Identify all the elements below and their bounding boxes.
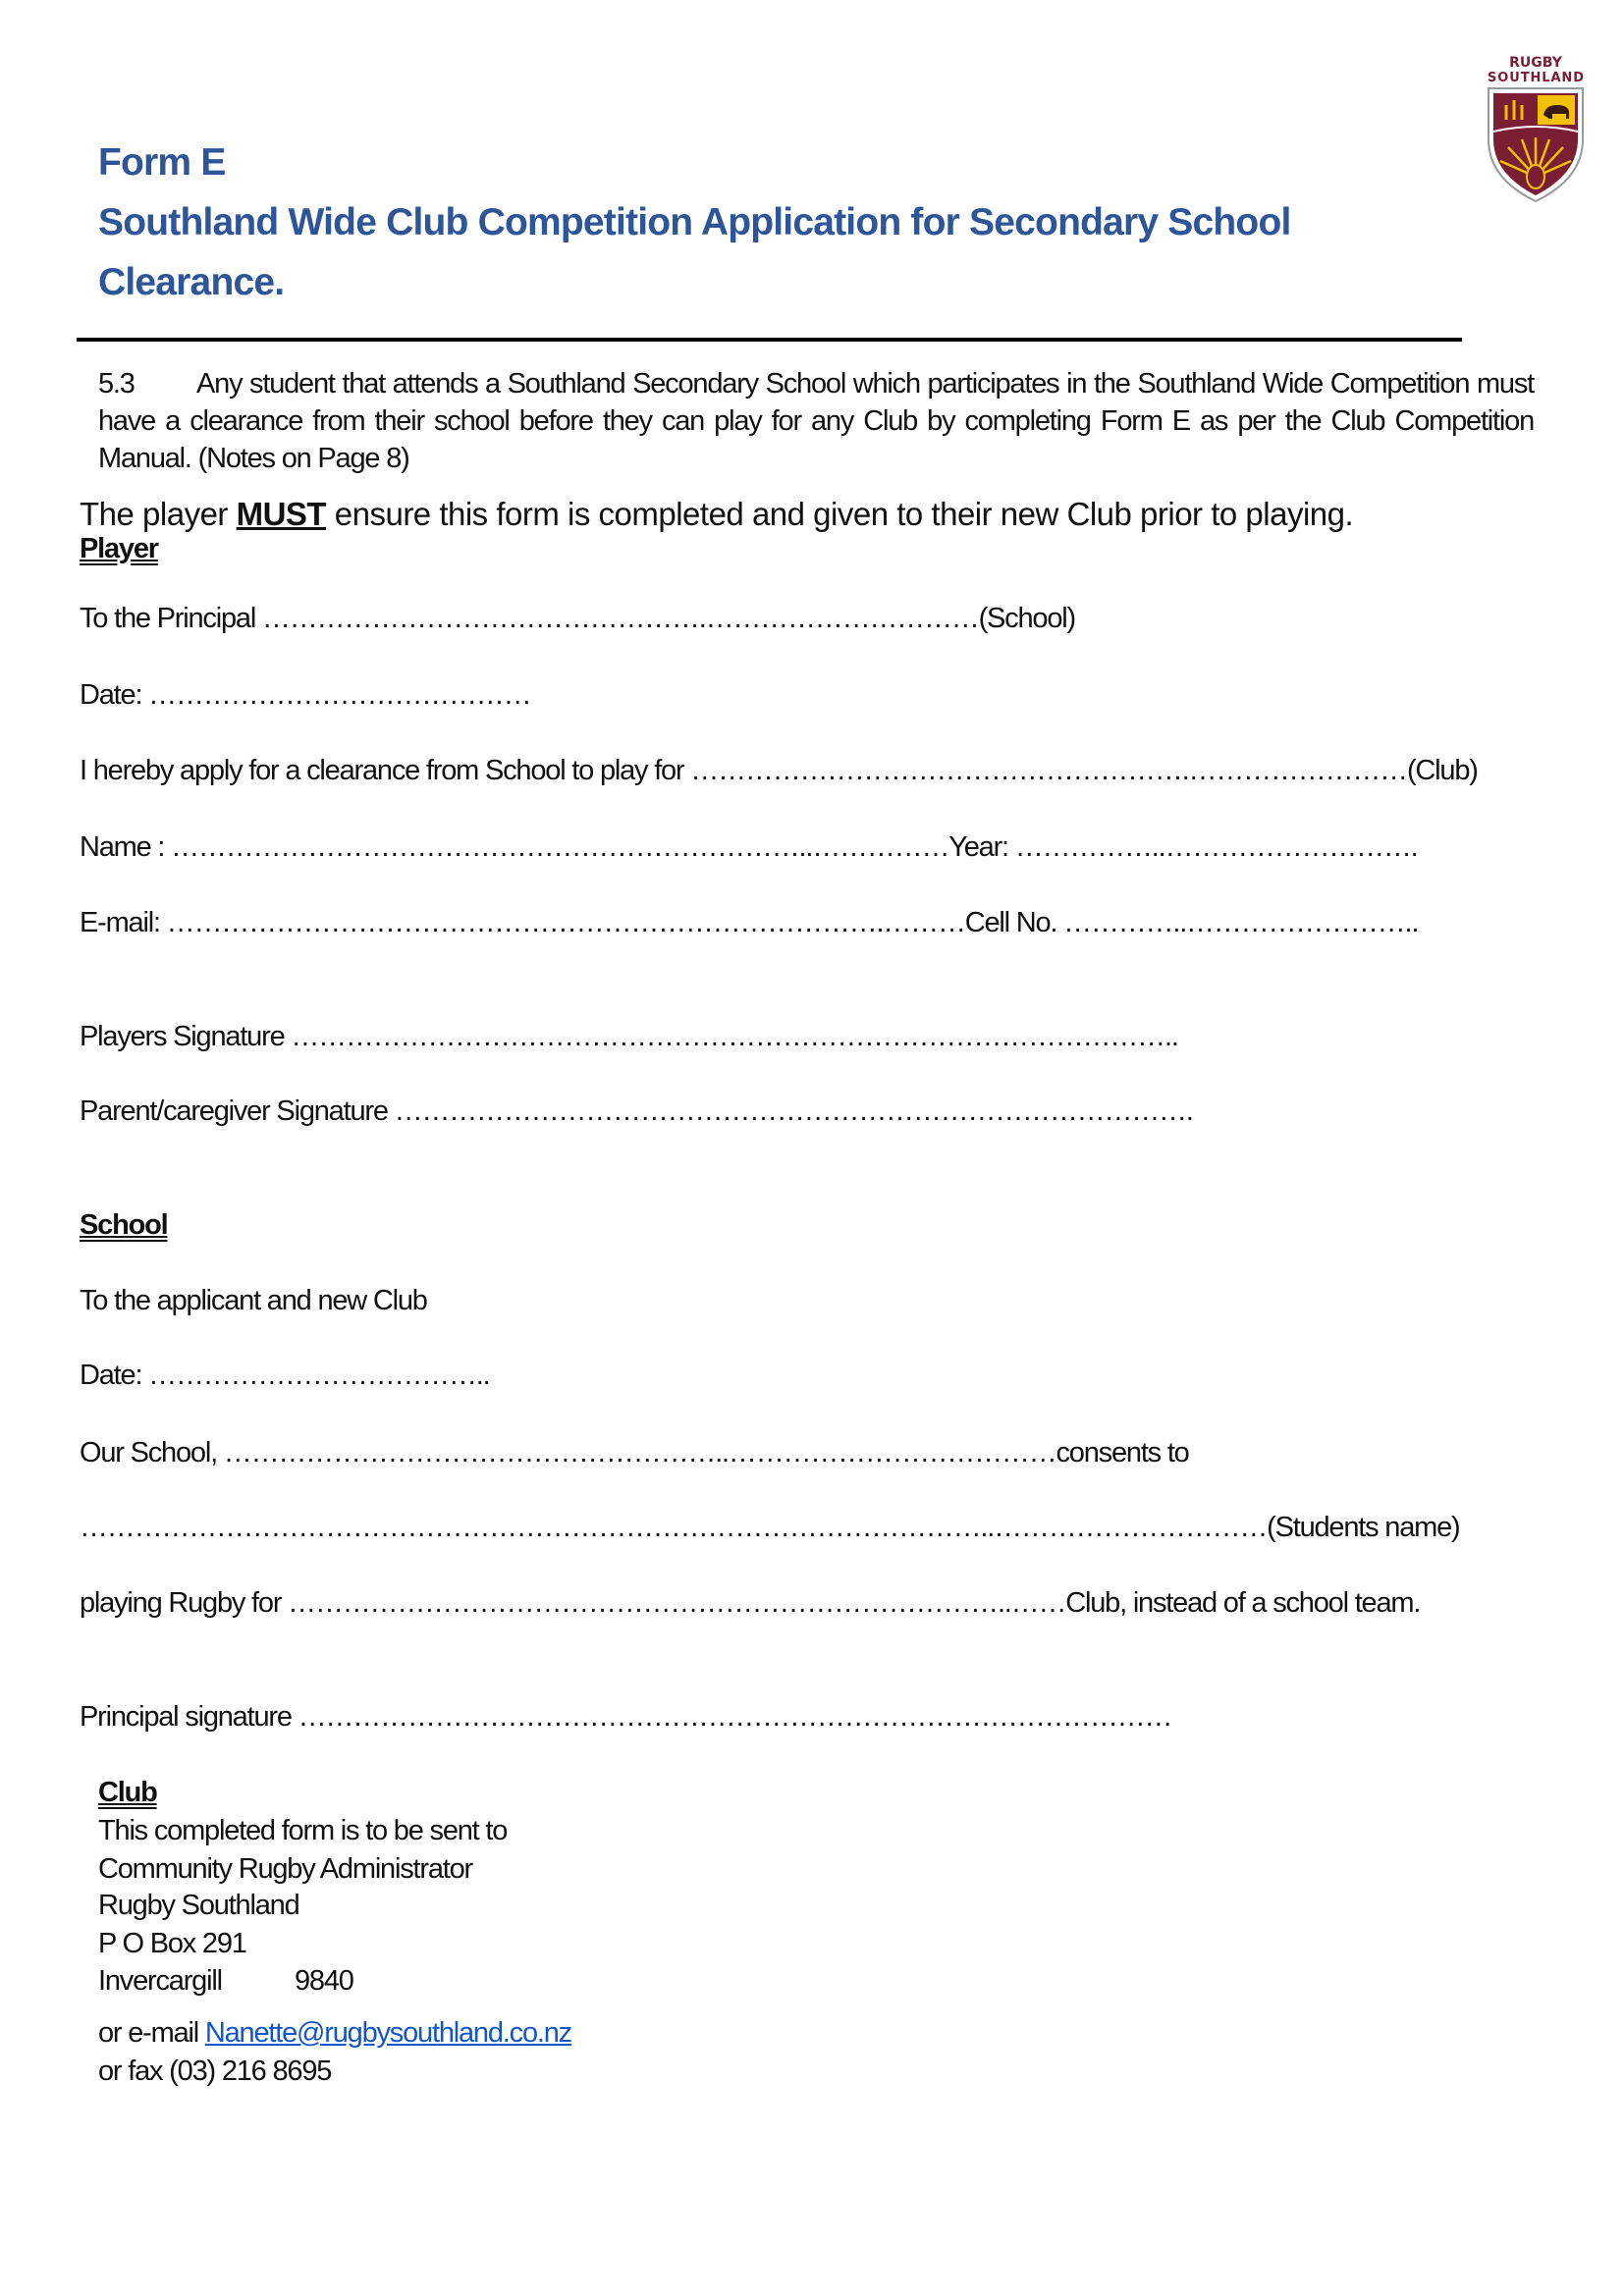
to-applicant-text: To the applicant and new Club	[80, 1285, 427, 1316]
form-title: Form E	[98, 141, 226, 184]
school-heading: School	[80, 1209, 168, 1241]
intro-text: Any student that attends a Southland Secondary School which participates in the Southland Wide Competition must have a clearance from their school before they can play for any Club by completing Form E as per the Club Competition Manual. (Notes on Page 8)	[98, 368, 1534, 474]
email-link[interactable]: Nanette@rugbysouthland.co.nz	[204, 2017, 571, 2049]
section-number: 5.3	[98, 368, 135, 400]
to-principal-field[interactable]: To the Principal ………………………………………….…………………………(School)	[80, 603, 1075, 634]
form-subtitle: Southland Wide Club Competition Application for Secondary School	[98, 201, 1291, 243]
intro-paragraph	[98, 365, 1534, 477]
principal-signature-field[interactable]: Principal signature ……………………………………………………………………………………	[80, 1701, 1172, 1733]
notice-text: The player	[80, 496, 237, 532]
player-heading: Player	[80, 533, 158, 564]
notice	[80, 496, 1353, 533]
playing-for-field[interactable]: playing Rugby for ……………………………………………………………………..……Club, instead of a school team.	[80, 1587, 1421, 1619]
notice-emphasis: MUST	[236, 496, 327, 532]
club-heading: Club	[98, 1777, 157, 1808]
club-city: Invercargill	[98, 1965, 222, 1997]
club-line: Rugby Southland	[98, 1890, 299, 1921]
svg-text:SOUTHLAND: SOUTHLAND	[1488, 71, 1584, 85]
our-school-field[interactable]: Our School, ………………………………………………..………………………………consents to	[80, 1437, 1189, 1468]
club-apply-field[interactable]: I hereby apply for a clearance from School to play for ……………………………………………….……………………(Club)	[80, 755, 1478, 786]
svg-text:RUGBY: RUGBY	[1509, 55, 1562, 71]
club-postcode: 9840	[295, 1965, 353, 1997]
notice-text-end: ensure this form is completed and given to their new Club prior to playing.	[326, 496, 1354, 532]
club-line: P O Box 291	[98, 1928, 246, 1959]
title-divider	[77, 338, 1462, 342]
club-fax: or fax (03) 216 8695	[98, 2056, 332, 2087]
rugby-southland-logo	[1485, 51, 1587, 204]
club-line: This completed form is to be sent to	[98, 1815, 508, 1846]
students-name-field[interactable]: ………………………………………………………………………………………..…………………………(Students name)	[80, 1512, 1460, 1543]
email-prefix: or e-mail	[98, 2017, 205, 2049]
club-line: Community Rugby Administrator	[98, 1853, 473, 1885]
player-date-field[interactable]: Date: ……………………………………	[80, 679, 531, 711]
email-cell-field[interactable]: E-mail: …………………………………………………………………….………Cell No. …………..……………………..	[80, 907, 1419, 938]
player-signature-field[interactable]: Players Signature ……………………………………………………………………………………..	[80, 1021, 1178, 1052]
form-subtitle-continued: Clearance.	[98, 261, 285, 303]
parent-signature-field[interactable]: Parent/caregiver Signature …………………………………………………………………………….	[80, 1095, 1193, 1127]
name-year-field[interactable]: Name : ……………………………………………………………..……………Year: ……………..……………………….	[80, 831, 1418, 863]
club-email-line	[98, 2019, 571, 2048]
school-date-field[interactable]: Date: ………………………………..	[80, 1360, 490, 1391]
